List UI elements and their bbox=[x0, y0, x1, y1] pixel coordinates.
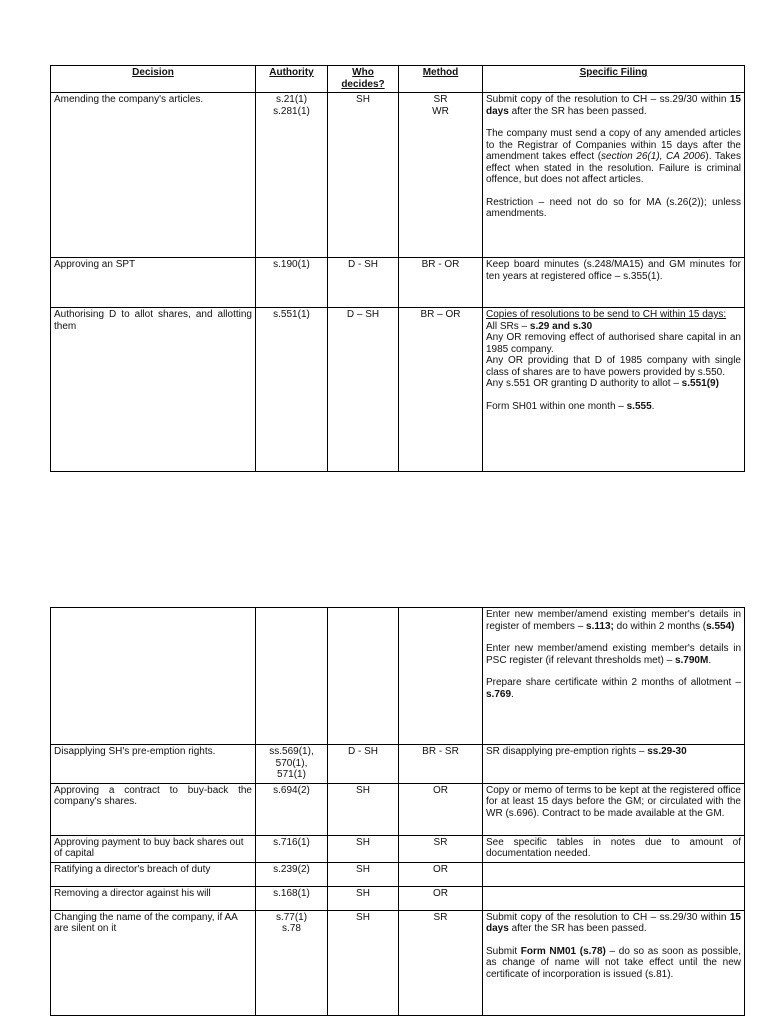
authority-cell bbox=[256, 910, 328, 1015]
authority-ref: s.281(1) bbox=[273, 105, 310, 117]
method-value: BR - OR bbox=[421, 259, 460, 270]
decision-cell: Ratifying a director's breach of duty bbox=[51, 862, 256, 886]
method-value: OR bbox=[433, 863, 448, 875]
method-cell bbox=[399, 258, 483, 308]
table-row bbox=[51, 308, 745, 472]
method-cell bbox=[399, 745, 483, 784]
table-row bbox=[51, 886, 745, 910]
table-row bbox=[51, 862, 745, 886]
authority-ref: s.168(1) bbox=[273, 887, 310, 899]
table-row bbox=[51, 910, 745, 1015]
authority-cell bbox=[256, 886, 328, 910]
filing-table-top bbox=[50, 65, 745, 472]
filing-cell bbox=[483, 608, 745, 745]
filing-table-bottom bbox=[50, 607, 745, 1016]
header-method: Method bbox=[399, 66, 483, 93]
authority-ref: ss.569(1), bbox=[269, 746, 314, 757]
who-cell: D - SH bbox=[328, 745, 399, 784]
method-cell bbox=[399, 910, 483, 1015]
who-cell: SH bbox=[328, 93, 399, 258]
decision-cell: Changing the name of the company, if AA are silent on it bbox=[51, 910, 256, 1015]
filing-cell bbox=[483, 886, 745, 910]
table-row bbox=[51, 608, 745, 745]
method-cell bbox=[399, 783, 483, 835]
authority-ref: s.77(1) bbox=[275, 911, 308, 923]
filing-paragraph: The company must send a copy of any amended articles to the Registrar of Companies within 15 days after the amendment takes effect (section 26(1), CA 2006). Takes effect when stated in the resolution. Failure is criminal offence, but does not affect articles. bbox=[486, 128, 741, 185]
method-value: SR bbox=[433, 911, 448, 923]
authority-cell bbox=[256, 308, 328, 472]
authority-cell bbox=[256, 745, 328, 784]
authority-cell bbox=[256, 835, 328, 862]
method-value: SR bbox=[433, 94, 448, 105]
method-value: SR bbox=[433, 836, 448, 848]
method-cell bbox=[399, 93, 483, 258]
decision-cell: Amending the company's articles. bbox=[51, 93, 256, 258]
table-row bbox=[51, 783, 745, 835]
filing-cell bbox=[483, 258, 745, 308]
header-decision: Decision bbox=[51, 66, 256, 93]
table-row bbox=[51, 745, 745, 784]
filing-line: Any OR providing that D of 1985 company with single class of shares are to have powers provided by s.550. bbox=[486, 355, 741, 378]
method-cell bbox=[399, 835, 483, 862]
decision-cell: Approving a contract to buy-back the company's shares. bbox=[51, 783, 256, 835]
method-cell bbox=[399, 608, 483, 745]
filing-line: All SRs – s.29 and s.30 bbox=[486, 320, 593, 332]
decision-cell: Authorising D to allot shares, and allotting them bbox=[51, 308, 256, 472]
filing-cell bbox=[483, 93, 745, 258]
filing-line: Any OR removing effect of authorised share capital in an 1985 company. bbox=[486, 332, 741, 355]
method-value: BR - SR bbox=[422, 746, 459, 757]
filing-cell bbox=[483, 745, 745, 784]
method-cell bbox=[399, 862, 483, 886]
authority-ref: s.716(1) bbox=[273, 836, 310, 848]
filing-paragraph: Submit copy of the resolution to CH – ss.29/30 within 15 days after the SR has been passed. bbox=[486, 94, 741, 117]
authority-cell bbox=[256, 783, 328, 835]
method-value: OR bbox=[433, 887, 448, 899]
filing-line: Form SH01 within one month – s.555. bbox=[486, 400, 655, 412]
authority-ref: s.190(1) bbox=[273, 259, 310, 270]
who-cell: SH bbox=[328, 783, 399, 835]
filing-line: Any s.551 OR granting D authority to allot – s.551(9) bbox=[486, 378, 719, 389]
authority-cell bbox=[256, 862, 328, 886]
filing-cell bbox=[483, 910, 745, 1015]
method-value: OR bbox=[433, 784, 448, 796]
method-cell bbox=[399, 308, 483, 472]
who-cell bbox=[328, 608, 399, 745]
authority-ref: s.78 bbox=[282, 923, 301, 934]
method-value: BR – OR bbox=[420, 309, 461, 320]
header-authority: Authority bbox=[256, 66, 328, 93]
filing-paragraph: Keep board minutes (s.248/MA15) and GM minutes for ten years at registered office – s.355(1). bbox=[486, 259, 741, 282]
filing-paragraph: Submit Form NM01 (s.78) – do so as soon as possible, as change of name will not take effect until the new certificate of incorporation is issued (s.81). bbox=[486, 945, 741, 980]
filing-cell: See specific tables in notes due to amount of documentation needed. bbox=[483, 835, 745, 862]
header-specific-filing: Specific Filing bbox=[483, 66, 745, 93]
method-cell bbox=[399, 886, 483, 910]
method-value: WR bbox=[432, 105, 449, 117]
authority-ref: s.21(1) bbox=[275, 94, 308, 105]
authority-ref: s.551(1) bbox=[273, 309, 310, 320]
table-row bbox=[51, 258, 745, 308]
who-cell: SH bbox=[328, 886, 399, 910]
decision-cell: Approving an SPT bbox=[51, 258, 256, 308]
table-row bbox=[51, 835, 745, 862]
who-cell: SH bbox=[328, 835, 399, 862]
authority-ref: s.239(2) bbox=[273, 863, 310, 875]
authority-ref: 571(1) bbox=[277, 769, 306, 780]
who-cell: D - SH bbox=[328, 258, 399, 308]
authority-ref: 570(1), bbox=[275, 757, 308, 769]
authority-cell bbox=[256, 608, 328, 745]
table-header-row bbox=[51, 66, 745, 93]
authority-ref: s.694(2) bbox=[273, 784, 310, 796]
header-who-decides: Who decides? bbox=[328, 66, 399, 93]
authority-cell bbox=[256, 93, 328, 258]
decision-cell: Removing a director against his will bbox=[51, 886, 256, 910]
filing-paragraph: Submit copy of the resolution to CH – ss.29/30 within 15 days after the SR has been passed. bbox=[486, 911, 741, 934]
filing-paragraph: Restriction – need not do so for MA (s.26(2)); unless amendments. bbox=[486, 196, 741, 219]
filing-cell bbox=[483, 862, 745, 886]
decision-cell: Disapplying SH's pre-emption rights. bbox=[51, 745, 256, 784]
filing-text: SR disapplying pre-emption rights – bbox=[486, 746, 648, 757]
filing-line: Copies of resolutions to be send to CH within 15 days: bbox=[486, 309, 727, 320]
decision-cell: Approving payment to buy back shares out of capital bbox=[51, 835, 256, 862]
who-cell: SH bbox=[328, 862, 399, 886]
decision-cell bbox=[51, 608, 256, 745]
filing-paragraph: Prepare share certificate within 2 months of allotment – s.769. bbox=[486, 677, 741, 700]
filing-ref: ss.29-30 bbox=[647, 746, 687, 757]
filing-paragraph: Enter new member/amend existing member's details in PSC register (if relevant thresholds met) – s.790M. bbox=[486, 643, 741, 666]
filing-cell bbox=[483, 308, 745, 472]
table-row bbox=[51, 93, 745, 258]
who-cell: D – SH bbox=[328, 308, 399, 472]
filing-paragraph: Enter new member/amend existing member's details in register of members – s.113; do within 2 months (s.554) bbox=[486, 609, 741, 632]
filing-cell: Copy or memo of terms to be kept at the registered office for at least 15 days before the GM; or circulated with the WR (s.696). Contract to be made available at the GM. bbox=[483, 783, 745, 835]
authority-cell bbox=[256, 258, 328, 308]
who-cell: SH bbox=[328, 910, 399, 1015]
